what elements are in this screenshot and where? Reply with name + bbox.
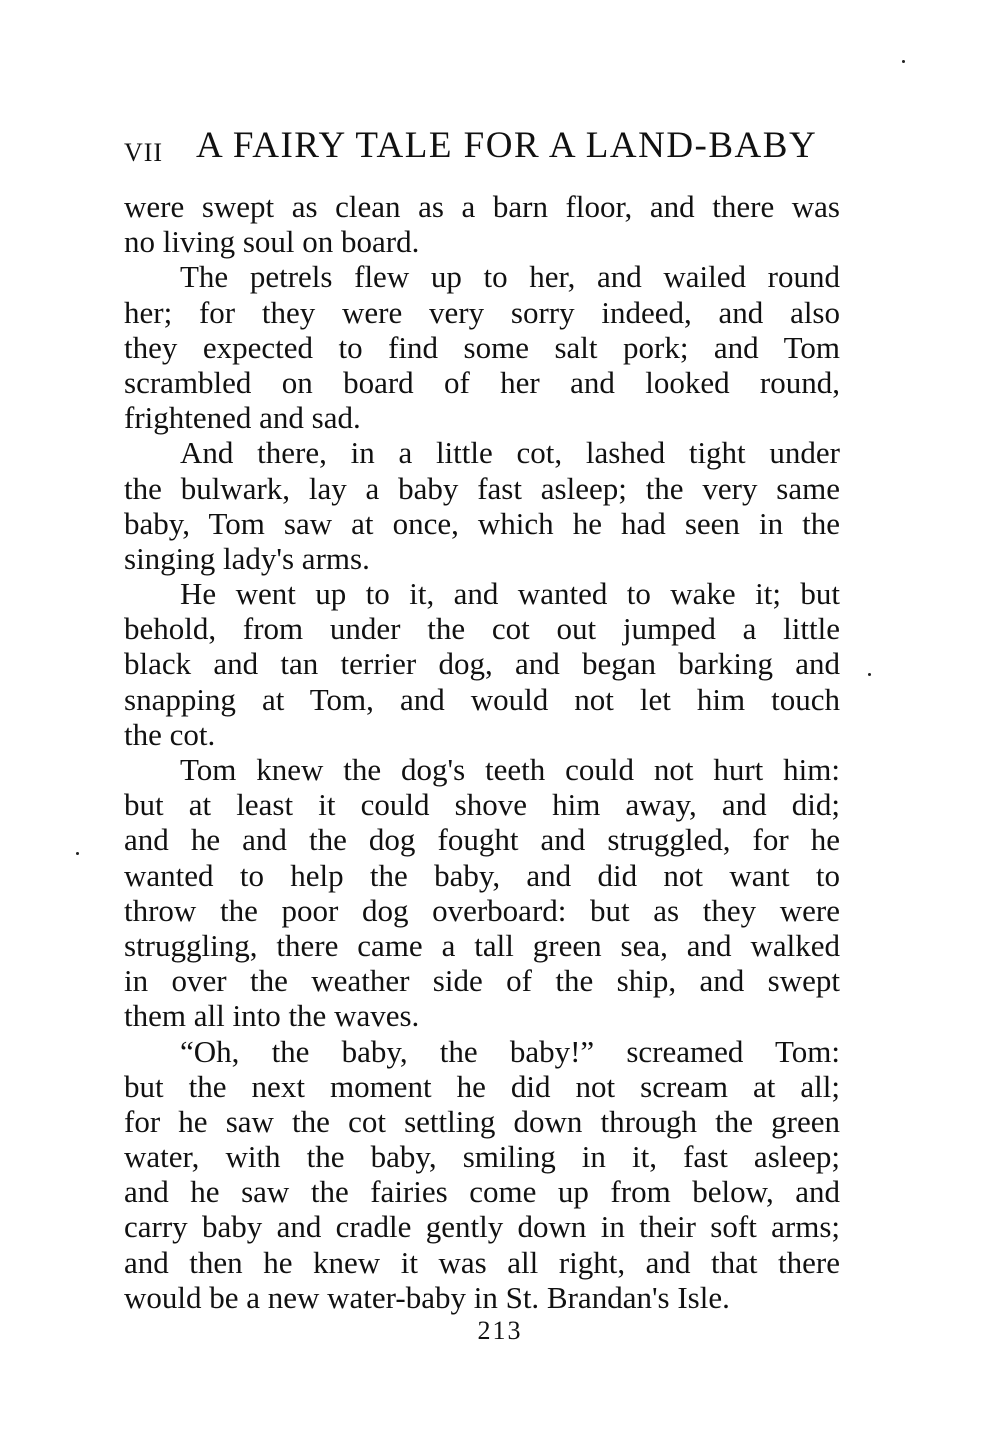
text-line: carry baby and cradle gently down in their soft arms;: [124, 1209, 840, 1245]
text-line: black and tan terrier dog, and began barking and: [124, 646, 840, 682]
text-line: the bulwark, lay a baby fast asleep; the very same: [124, 470, 840, 506]
text-line: singing lady's arms.: [124, 540, 370, 576]
text-line: in over the weather side of the ship, and swept: [124, 963, 840, 999]
text-line: And there, in a little cot, lashed tight under: [180, 435, 840, 471]
text-line: no living soul on board.: [124, 224, 420, 260]
text-line: and he and the dog fought and struggled, for he: [124, 822, 840, 858]
text-line: the cot.: [124, 716, 216, 752]
print-speck: [902, 60, 905, 63]
running-head: [124, 124, 840, 172]
print-speck: [868, 673, 871, 676]
text-line: The petrels flew up to her, and wailed round: [180, 259, 840, 295]
text-line: behold, from under the cot out jumped a little: [124, 611, 840, 647]
chapter-number: VII: [124, 138, 164, 167]
text-line: water, with the baby, smiling in it, fast asleep;: [124, 1139, 840, 1175]
text-line: but at least it could shove him away, and did;: [124, 787, 840, 823]
text-line: were swept as clean as a barn floor, and there was: [124, 189, 840, 224]
text-line: wanted to help the baby, and did not want to: [124, 857, 840, 893]
body-text: [124, 189, 840, 1315]
text-line: He went up to it, and wanted to wake it; but: [180, 576, 840, 612]
text-line: them all into the waves.: [124, 998, 420, 1034]
text-line: baby, Tom saw at once, which he had seen in the: [124, 505, 840, 541]
page-number: 213: [477, 1316, 523, 1345]
running-title: A FAIRY TALE FOR A LAND-BABY: [196, 125, 818, 166]
print-speck: [76, 852, 79, 855]
text-line: for he saw the cot settling down through the green: [124, 1103, 840, 1139]
text-line: throw the poor dog overboard: but as they were: [124, 892, 840, 928]
text-line: they expected to find some salt pork; and Tom: [124, 329, 840, 365]
text-line: would be a new water-baby in St. Brandan's Isle.: [124, 1279, 730, 1315]
text-line: scrambled on board of her and looked round,: [124, 364, 840, 400]
text-line: snapping at Tom, and would not let him touch: [124, 681, 840, 717]
text-line: struggling, there came a tall green sea, and walked: [124, 927, 840, 963]
text-line: and he saw the fairies come up from below, and: [124, 1174, 840, 1210]
text-line: “Oh, the baby, the baby!” screamed Tom:: [180, 1033, 840, 1069]
text-line: Tom knew the dog's teeth could not hurt him:: [180, 752, 840, 787]
text-line: and then he knew it was all right, and that there: [124, 1244, 840, 1280]
text-line: but the next moment he did not scream at all;: [124, 1068, 840, 1104]
text-line: frightened and sad.: [124, 400, 361, 436]
text-line: her; for they were very sorry indeed, and also: [124, 294, 840, 330]
